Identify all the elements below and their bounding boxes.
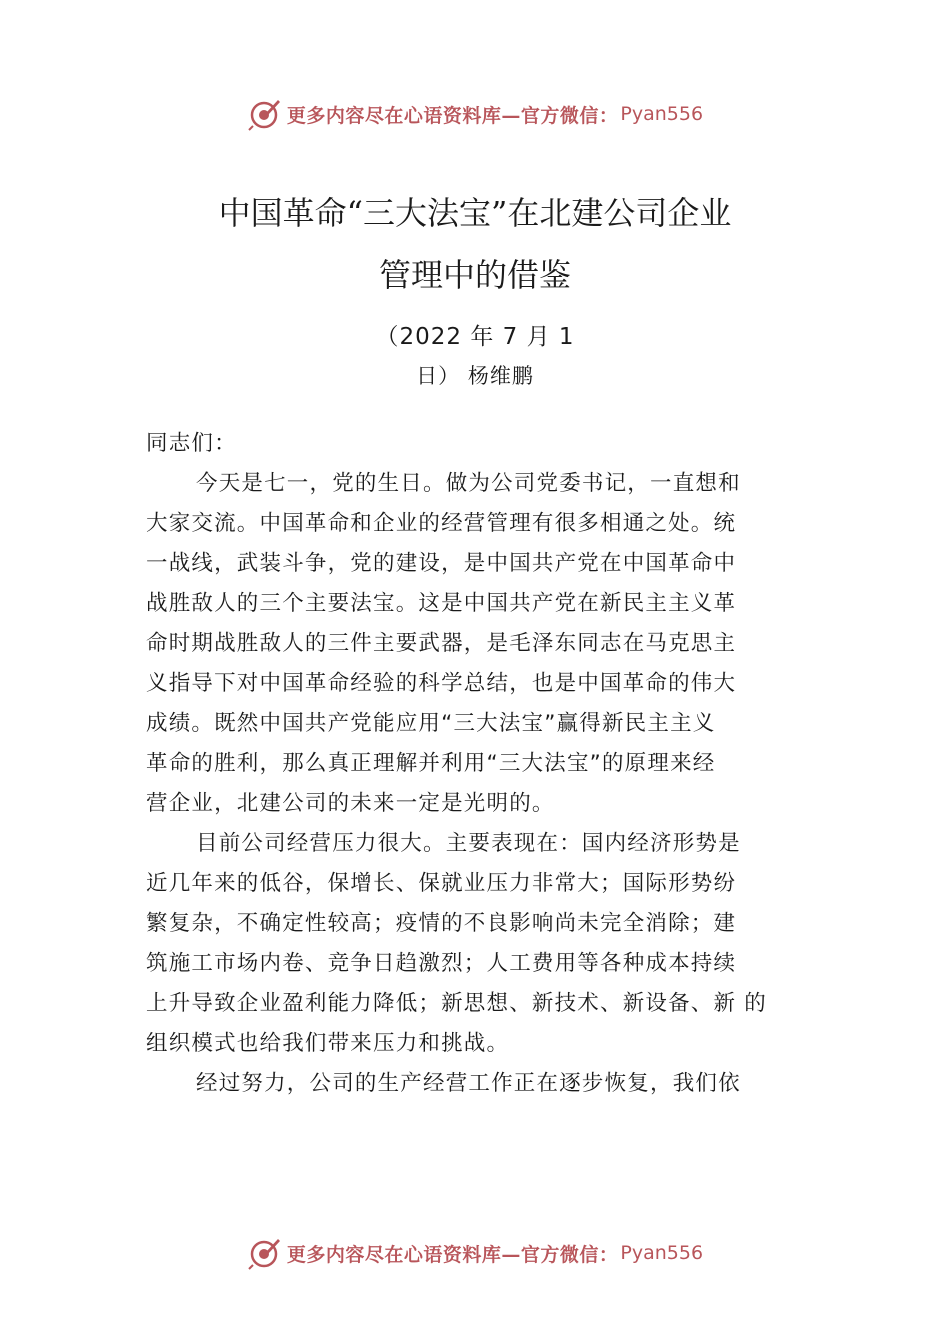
header-banner (0, 94, 950, 134)
banner-wechat-id: Pyan556 (620, 103, 704, 125)
pen-logo-icon (247, 1235, 283, 1271)
body-line: 营企业，北建公司的未来一定是光明的。 (146, 791, 555, 816)
body-line: 近几年来的低谷，保增长、保就业压力非常大；国际形势纷 (146, 871, 737, 896)
body-line: 上升导致企业盈利能力降低；新思想、新技术、新设备、新 的 (146, 991, 767, 1016)
body-line: 义指导下对中国革命经验的科学总结，也是中国革命的伟大 (146, 671, 737, 696)
body-line: 一战线，武装斗争，党的建设，是中国共产党在中国革命中 (146, 551, 737, 576)
body-line: 战胜敌人的三个主要法宝。这是中国共产党在新民主主义革 (146, 591, 737, 616)
banner-text: 更多内容尽在心语资料库—官方微信： (286, 1243, 619, 1266)
body-line: 今天是七一，党的生日。做为公司党委书记，一直想和 (196, 471, 741, 496)
body-line: 筑施工市场内卷、竞争日趋激烈；人工费用等各种成本持续 (146, 951, 737, 976)
body-line: 组织模式也给我们带来压力和挑战。 (146, 1031, 510, 1056)
body-line: 经过努力，公司的生产经营工作正在逐步恢复，我们依 (196, 1071, 741, 1096)
body-line: 同志们： (146, 431, 237, 456)
document-title-line-1: 中国革命“三大法宝”在北建公司企业 (218, 194, 732, 232)
footer-banner (0, 1233, 950, 1273)
body-line: 大家交流。中国革命和企业的经营管理有很多相通之处。统 (146, 511, 737, 536)
body-line: 革命的胜利，那么真正理解并利用“三大法宝”的原理来经 (146, 751, 716, 776)
banner-text: 更多内容尽在心语资料库—官方微信： (286, 104, 619, 127)
body-line: 成绩。既然中国共产党能应用“三大法宝”赢得新民主主义 (146, 711, 716, 736)
date-line-1: （2022 年 7 月 1 (375, 324, 575, 350)
date-author-line: 日） 杨维鹏 (416, 364, 534, 388)
document-title-line-2: 管理中的借鉴 (378, 256, 571, 294)
body-line: 目前公司经营压力很大。主要表现在：国内经济形势是 (196, 831, 741, 856)
pen-logo-icon (247, 96, 283, 132)
document-body (146, 424, 806, 1104)
banner-wechat-id: Pyan556 (620, 1242, 704, 1264)
body-line: 命时期战胜敌人的三件主要武器，是毛泽东同志在马克思主 (146, 631, 737, 656)
body-line: 繁复杂，不确定性较高；疫情的不良影响尚未完全消除；建 (146, 911, 737, 936)
